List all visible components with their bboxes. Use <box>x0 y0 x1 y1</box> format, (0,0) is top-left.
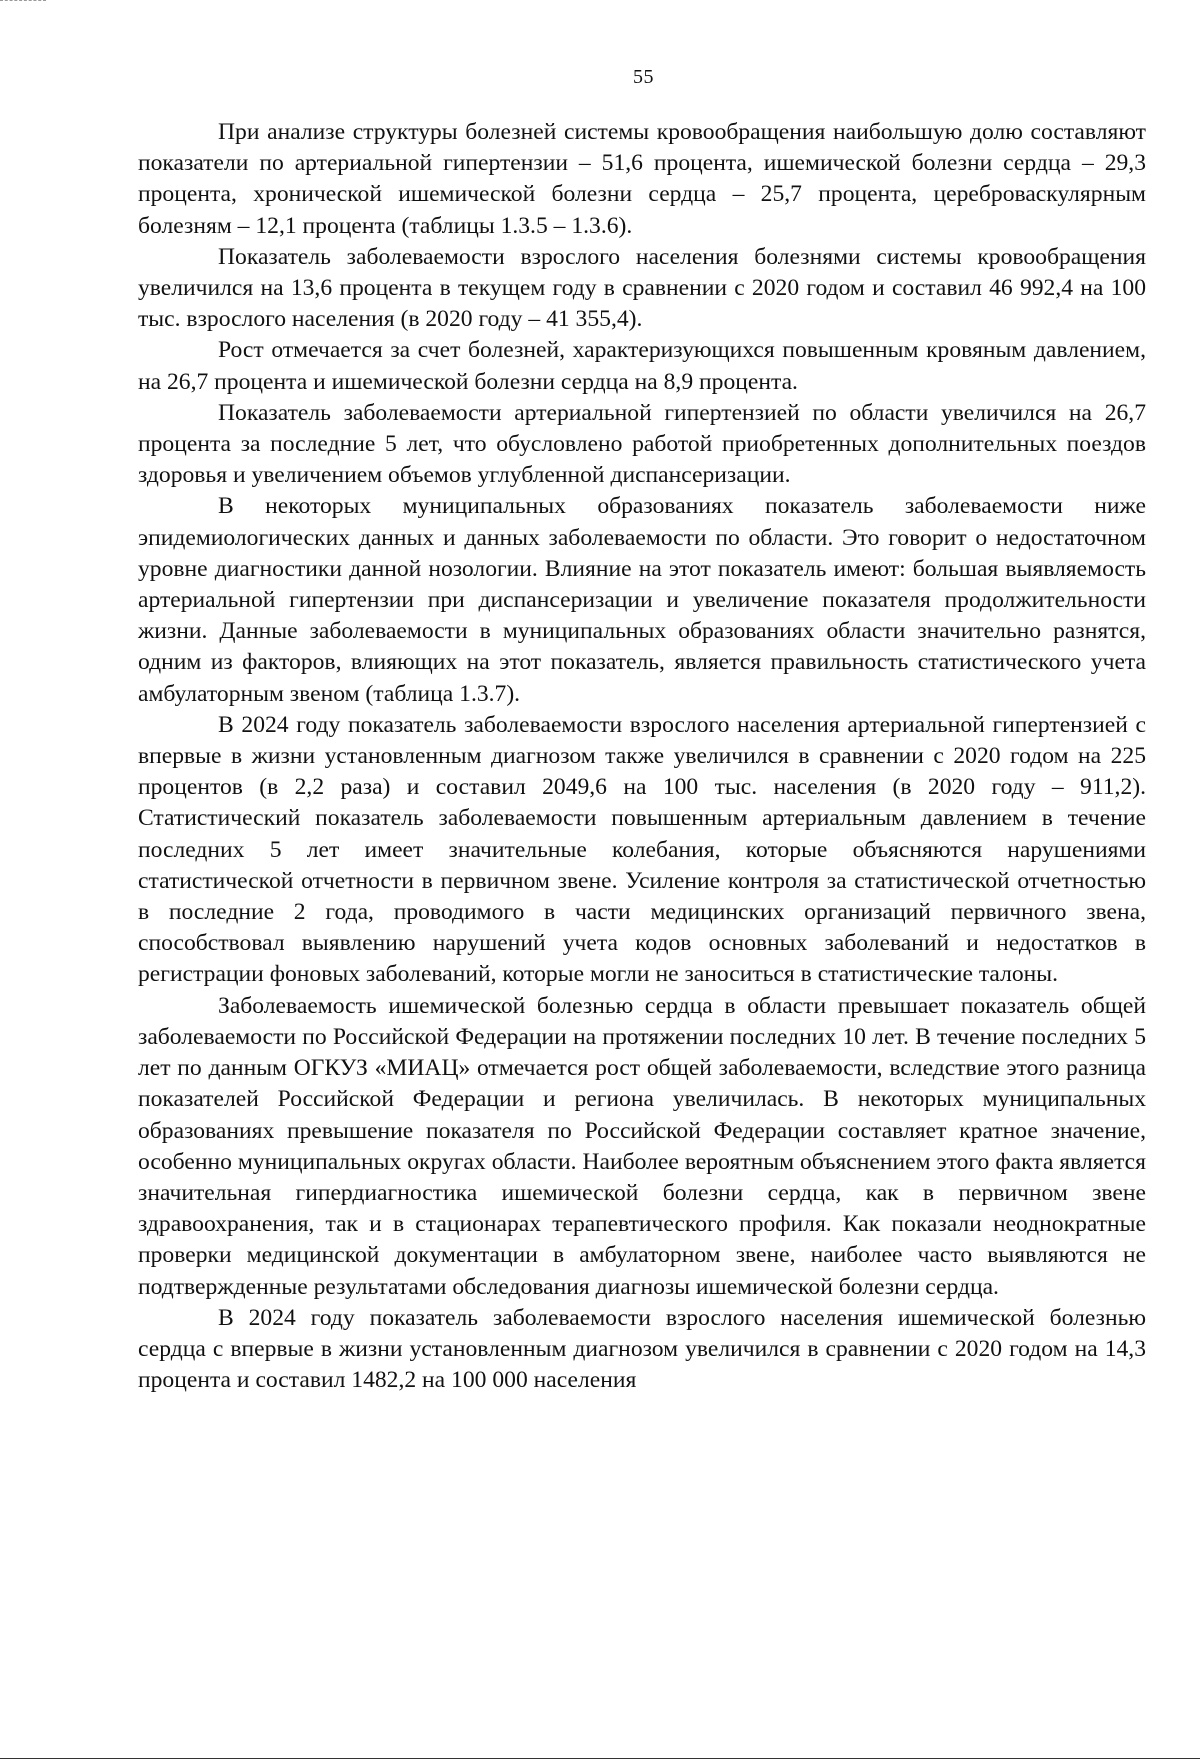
paragraph-cardiovascular-structure: При анализе структуры болезней системы кровообращения наибольшую долю составляют показатели по артериальной гипертензии – 51,6 процента, ишемической болезни сердца – 29,3 процента, хронической ишемической болезни сердца – 25,7 процента, цереброваскулярным болезням – 12,1 процента (таблицы 1.3.5 – 1.3.6). <box>138 119 1146 239</box>
paragraph-growth-causes: Рост отмечается за счет болезней, характеризующихся повышенным кровяным давлением, на 26,7 процента и ишемической болезни сердца на 8,9 процента. <box>138 337 1146 395</box>
paragraph-incidence-growth: Показатель заболеваемости взрослого населения болезнями системы кровообращения увеличился на 13,6 процента в текущем году в сравнении с 2020 годом и составил 46 992,4 на 100 тыс. взрослого населения (в 2020 году – 41 355,4). <box>138 243 1146 333</box>
paragraph-ischemic-disease-incidence: Заболеваемость ишемической болезнью сердца в области превышает показатель общей заболеваемости по Российской Федерации на протяжении последних 10 лет. В течение последних 5 лет по данным ОГКУЗ «МИАЦ» отмечается рост общей заболеваемости, вследствие этого разница показателей Российской Федерации и региона увеличилась. В некоторых муниципальных образованиях превышение показателя по Российской Федерации составляет кратное значение, особенно муниципальных округах области. Наиболее вероятным объяснением этого факта является значительная гипердиагностика ишемической болезни сердца, как в первичном звене здравоохранения, так и в стационарах терапевтического профиля. Как показали неоднократные проверки медицинской документации в амбулаторном звене, наиболее часто выявляются не подтвержденные результатами обследования диагнозы ишемической болезни сердца. <box>138 992 1146 1300</box>
body-text <box>138 117 1146 1396</box>
paragraph-hypertension-incidence: Показатель заболеваемости артериальной гипертензией по области увеличился на 26,7 процента за последние 5 лет, что обусловлено работой приобретенных дополнительных поездов здоровья и увеличением объемов углубленной диспансеризации. <box>138 399 1146 489</box>
paragraph-ischemic-new-diagnosis: В 2024 году показатель заболеваемости взрослого населения ишемической болезнью сердца с впервые в жизни установленным диагнозом увеличился в сравнении с 2020 годом на 14,3 процента и составил 1482,2 на 100 000 населения <box>138 1304 1146 1394</box>
paragraph-municipal-differences: В некоторых муниципальных образованиях показатель заболеваемости ниже эпидемиологических данных и данных заболеваемости по области. Это говорит о недостаточном уровне диагностики данной нозологии. Влияние на этот показатель имеют: большая выявляемость артериальной гипертензии при диспансеризации и увеличение показателя продолжительности жизни. Данные заболеваемости в муниципальных образованиях области значительно разнятся, одним из факторов, влияющих на этот показатель, является правильность статистического учета амбулаторным звеном (таблица 1.3.7). <box>138 493 1146 707</box>
scan-bottom-edge <box>0 1758 1200 1759</box>
scan-edge-mark <box>0 0 46 2</box>
paragraph-hypertension-new-diagnosis: В 2024 году показатель заболеваемости взрослого населения артериальной гипертензией с впервые в жизни установленным диагнозом также увеличился в сравнении с 2020 годом на 225 процентов (в 2,2 раза) и составил 2049,6 на 100 тыс. населения (в 2020 году – 911,2). Статистический показатель заболеваемости повышенным артериальным давлением в течение последних 5 лет имеет значительные колебания, которые объясняются нарушениями статистической отчетности в первичном звене. Усиление контроля за статистической отчетностью в последние 2 года, проводимого в части медицинских организаций первичного звена, способствовал выявлению нарушений учета кодов основных заболеваний и недостатков в регистрации фоновых заболеваний, которые могли не заноситься в статистические талоны. <box>138 711 1146 988</box>
page-number: 55 <box>633 66 654 88</box>
